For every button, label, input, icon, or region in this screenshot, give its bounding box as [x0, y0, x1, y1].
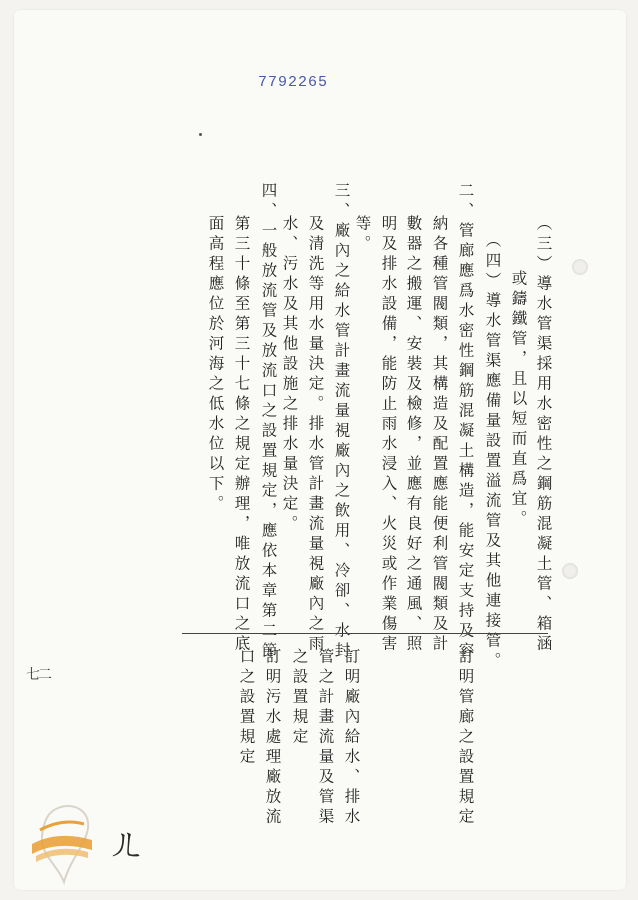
ink-dot: [199, 133, 202, 136]
note-column: 口之設置規定: [237, 648, 256, 768]
text-column: 納各種管閥類，其構造及配置應能便利管閥類及計: [430, 215, 449, 655]
note-column: 訂明管廊之設置規定: [456, 648, 475, 828]
text-column: 等。: [353, 215, 372, 255]
note-column: 管之計畫流量及管渠: [316, 648, 335, 828]
punch-hole: [572, 259, 588, 275]
section-divider: [182, 633, 548, 634]
text-column: 四、一般放流管及放流口之設置規定，應依本章第二節: [259, 182, 278, 662]
text-column: 及清洗等用水量決定。排水管計畫流量視廠內之雨: [306, 215, 325, 655]
note-column: 訂明廠內給水、排水: [342, 648, 361, 828]
text-column: （三）導水管渠採用水密性之鋼筋混凝土管、箱涵: [534, 215, 553, 655]
note-column: 之設置規定: [290, 648, 309, 748]
document-number: 7792265: [258, 74, 329, 91]
text-column: 明及排水設備，能防止雨水浸入、火災或作業傷害: [379, 215, 398, 655]
archive-logo: [18, 800, 118, 890]
text-column: 第三十條至第三十七條之規定辦理，唯放流口之底: [232, 215, 251, 655]
handwritten-mark: ㄦ: [108, 823, 147, 865]
text-column: 二、管廊應爲水密性鋼筋混凝土構造，能安定支持及容: [456, 182, 475, 662]
text-column: （四）導水管渠應備量設置溢流管及其他連接管。: [483, 232, 502, 672]
note-column: 訂明污水處理廠放流: [263, 648, 282, 828]
text-column: 水、污水及其他設施之排水量決定。: [280, 215, 299, 535]
punch-hole: [562, 563, 578, 579]
text-column: 或鑄鐵管，且以短而直爲宜。: [509, 270, 528, 530]
text-column: 數器之搬運、安裝及檢修，並應有良好之通風、照: [404, 215, 423, 655]
text-column: 三、廠內之給水管計畫流量視廠內之飲用、冷卻、水封: [332, 182, 351, 662]
text-column: 面高程應位於河海之低水位以下。: [206, 215, 225, 515]
page-number: 七二: [26, 667, 50, 683]
